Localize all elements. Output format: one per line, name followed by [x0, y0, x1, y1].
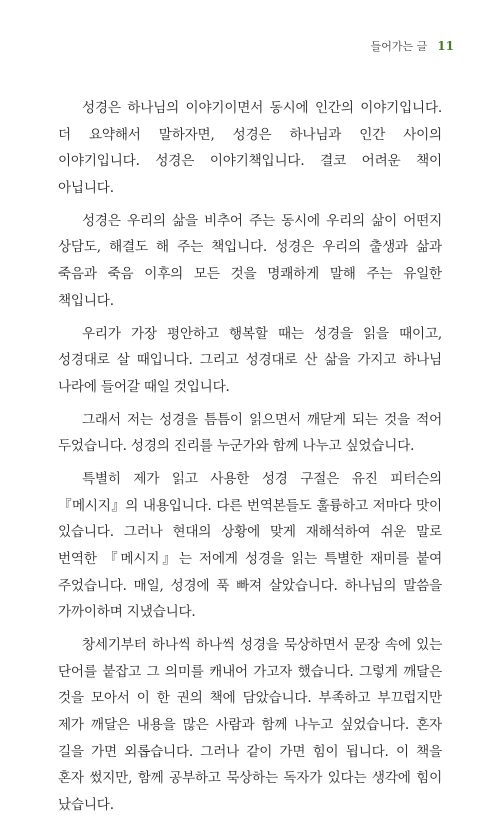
paragraph-2: 성경은 우리의 삶을 비추어 주는 동시에 우리의 삶이 어떤지 상담도, 해결도 해 주는 책입니다. 성경은 우리의 출생과 삶과 죽음과 죽음 이후의 모든 것을 명쾌하게 말해 주는 유일한 책입니다.: [58, 212, 442, 309]
paragraph-1: 성경은 하나님의 이야기이면서 동시에 인간의 이야기입니다. 더 요약해서 말하자면, 성경은 하나님과 인간 사이의 이야기입니다. 성경은 이야기책입니다. 결코 어려운 책이 아닙니다.: [58, 100, 442, 196]
paragraph-4: 그래서 저는 성경을 틈틈이 읽으면서 깨닫게 되는 것을 적어 두었습니다. 성경의 진리를 누군가와 함께 나누고 싶었습니다.: [58, 411, 442, 455]
paragraph-3: 우리가 가장 평안하고 행복할 때는 성경을 읽을 때이고, 성경대로 살 때입니다. 그리고 성경대로 산 삶을 가지고 하나님 나라에 들어갈 때일 것입니다.: [58, 325, 442, 395]
paragraph-5: 특별히 제가 읽고 사용한 성경 구절은 유진 피터슨의 『메시지』의 내용입니다. 다른 번역본들도 훌륭하고 저마다 맛이 있습니다. 그러나 현대의 상황에 맞게 재해석하여 쉬운 말로 번역한 『메시지』는 저에게 성경을 읽는 특별한 재미를 붙여 주었습니다. 매일, 성경에 푹 빠져 살았습니다. 하나님의 말씀을 가까이하며 지냈습니다.: [58, 471, 442, 621]
page-number: 11: [437, 39, 454, 53]
paragraph-6: 창세기부터 하나씩 하나씩 성경을 묵상하면서 문장 속에 있는 단어를 붙잡고 그 의미를 캐내어 가고자 했습니다. 그렇게 깨달은 것을 모아서 이 한 권의 책에 담았습니다. 부족하고 부끄럽지만 제가 깨달은 내용을 많은 사람과 함께 나누고 싶었습니다. 혼자 길을 가면 외롭습니다. 그러나 같이 가면 힘이 됩니다. 이 책을 혼자 썼지만, 함께 공부하고 묵상하는 독자가 있다는 생각에 힘이 났습니다.: [58, 637, 442, 813]
running-header: [371, 38, 454, 54]
section-title: 들어가는 글: [370, 40, 428, 53]
body-text: [58, 95, 442, 825]
